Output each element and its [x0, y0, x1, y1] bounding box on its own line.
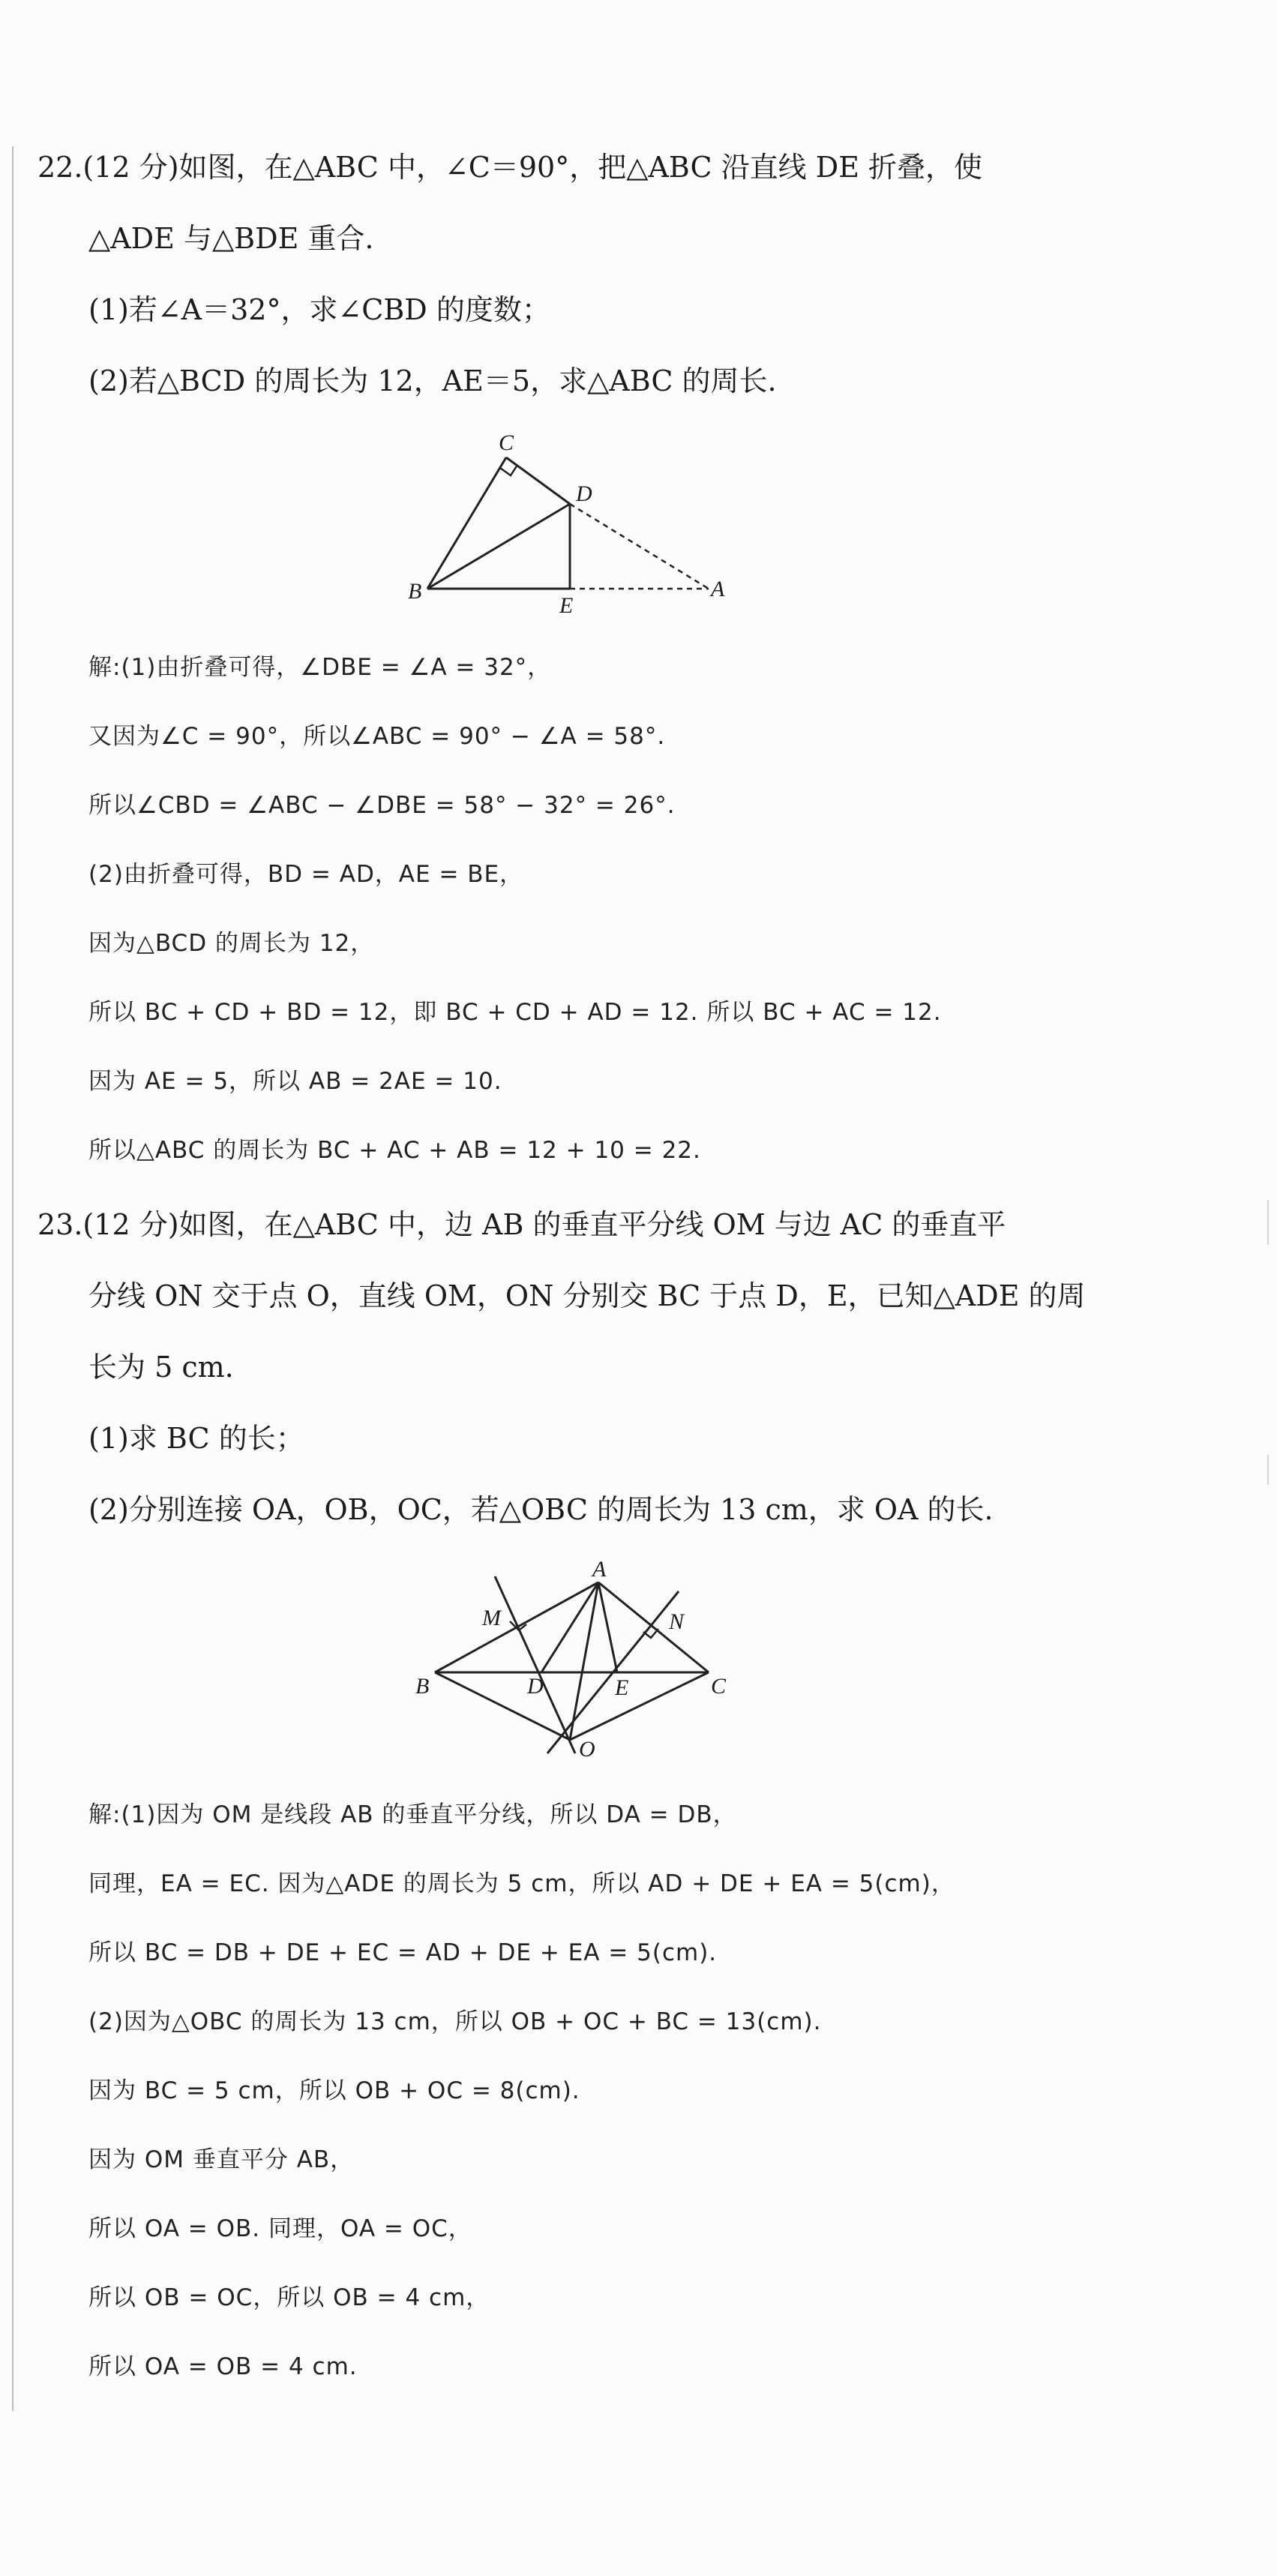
q23-label-e: E [615, 1675, 629, 1700]
q22-part2: (2)若△BCD 的周长为 12，AE＝5，求△ABC 的周长. [88, 364, 777, 397]
q23-solution-line: 所以 BC = DB + DE + EC = AD + DE + EA = 5(cm). [88, 1939, 718, 1966]
q22-label-b: B [408, 579, 422, 604]
q23-label-b: B [415, 1674, 430, 1699]
q22-stem-line2: △ADE 与△BDE 重合. [88, 222, 374, 255]
q22-solution-line: 因为△BCD 的周长为 12， [88, 930, 375, 957]
q23-solution-line: 解:(1)因为 OM 是线段 AB 的垂直平分线，所以 DA = DB， [88, 1801, 737, 1828]
q23-part2: (2)分别连接 OA，OB，OC，若△OBC 的周长为 13 cm，求 OA 的长. [88, 1493, 994, 1526]
q22-stem-line1: 22.(12 分)如图，在△ABC 中，∠C＝90°，把△ABC 沿直线 DE 折叠，使 [37, 151, 983, 184]
q23-stem-line2: 分线 ON 交于点 O，直线 OM，ON 分别交 BC 于点 D，E，已知△ADE 的周 [88, 1279, 1086, 1312]
q22-solution-line: 所以△ABC 的周长为 BC + AC + AB = 12 + 10 = 22. [88, 1137, 701, 1164]
margin-mark [1267, 1200, 1269, 1245]
q23-solution-line: 同理，EA = EC. 因为△ADE 的周长为 5 cm，所以 AD + DE + EA = 5(cm)， [88, 1870, 955, 1897]
q22-solution-line: 所以∠CBD = ∠ABC − ∠DBE = 58° − 32° = 26°. [88, 792, 676, 819]
q22-solution-line: 解:(1)由折叠可得，∠DBE = ∠A = 32°， [88, 654, 552, 681]
q22-label-a: A [711, 577, 725, 601]
q22-figure [405, 427, 750, 622]
q23-label-c: C [711, 1674, 727, 1699]
q22-solution-line: 所以 BC + CD + BD = 12，即 BC + CD + AD = 12. 所以 BC + AC = 12. [88, 999, 942, 1026]
q23-solution-line: 因为 OM 垂直平分 AB， [88, 2146, 355, 2173]
q22-label-c: C [499, 430, 514, 455]
q23-solution-line: 所以 OA = OB = 4 cm. [88, 2353, 358, 2380]
q23-stem-line1: 23.(12 分)如图，在△ABC 中，边 AB 的垂直平分线 OM 与边 AC 的垂直平 [37, 1208, 1006, 1241]
margin-mark [1267, 1455, 1269, 1485]
q23-label-o: O [579, 1737, 595, 1762]
q23-part1: (1)求 BC 的长； [88, 1422, 304, 1455]
q22-solution-line: (2)由折叠可得，BD = AD，AE = BE， [88, 861, 524, 888]
q23-label-n: N [669, 1609, 685, 1634]
q23-figure [412, 1560, 742, 1762]
q22-label-e: E [559, 593, 574, 618]
q22-label-d: D [576, 481, 592, 506]
q23-label-d: D [527, 1674, 544, 1699]
q23-label-m: M [482, 1606, 501, 1630]
q22-solution-line: 因为 AE = 5，所以 AB = 2AE = 10. [88, 1068, 502, 1095]
q23-solution-line: (2)因为△OBC 的周长为 13 cm，所以 OB + OC + BC = 13(cm). [88, 2008, 822, 2035]
q23-solution-line: 因为 BC = 5 cm，所以 OB + OC = 8(cm). [88, 2077, 580, 2104]
margin-rule [12, 146, 13, 2411]
q23-label-a: A [592, 1560, 607, 1582]
q23-stem-line3: 长为 5 cm. [88, 1351, 234, 1384]
q22-solution-line: 又因为∠C = 90°，所以∠ABC = 90° − ∠A = 58°. [88, 723, 666, 750]
q22-part1: (1)若∠A＝32°，求∠CBD 的度数； [88, 293, 550, 326]
q23-solution-line: 所以 OB = OC，所以 OB = 4 cm， [88, 2284, 490, 2311]
q23-solution-line: 所以 OA = OB. 同理，OA = OC， [88, 2215, 472, 2242]
